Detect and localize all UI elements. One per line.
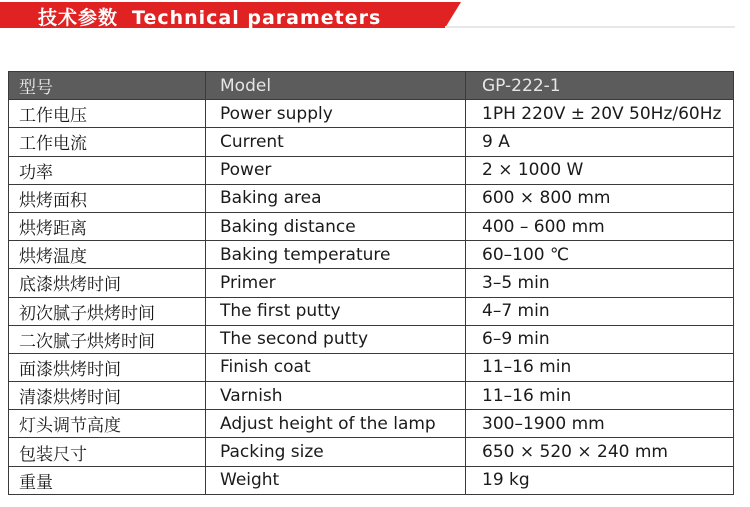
cell-value: 60–100 ℃ <box>466 241 734 269</box>
cell-en: Primer <box>206 269 466 297</box>
cell-value: 4–7 min <box>466 297 734 325</box>
cell-value: 2 × 1000 W <box>466 156 734 184</box>
cell-cn: 清漆烘烤时间 <box>9 382 206 410</box>
cell-cn: 烘烤面积 <box>9 184 206 212</box>
banner-divider <box>445 26 735 28</box>
cell-en: Baking temperature <box>206 241 466 269</box>
table-header-row <box>9 72 734 100</box>
table-row <box>9 297 734 325</box>
table-row <box>9 438 734 466</box>
table-row <box>9 184 734 212</box>
cell-en: Varnish <box>206 382 466 410</box>
cell-en: Current <box>206 128 466 156</box>
table-row <box>9 410 734 438</box>
cell-en: Finish coat <box>206 353 466 381</box>
table-row <box>9 128 734 156</box>
cell-en: Baking distance <box>206 212 466 240</box>
table-row <box>9 353 734 381</box>
section-title-en: Technical parameters <box>132 7 382 29</box>
cell-cn: 包装尺寸 <box>9 438 206 466</box>
table-row <box>9 100 734 128</box>
cell-en: Packing size <box>206 438 466 466</box>
cell-value: 11–16 min <box>466 353 734 381</box>
cell-value: 400 – 600 mm <box>466 212 734 240</box>
table-row <box>9 241 734 269</box>
table-row <box>9 466 734 494</box>
cell-en: Weight <box>206 466 466 494</box>
cell-value: 1PH 220V ± 20V 50Hz/60Hz <box>466 100 734 128</box>
table-row <box>9 382 734 410</box>
cell-cn: 烘烤温度 <box>9 241 206 269</box>
cell-value: 19 kg <box>466 466 734 494</box>
table-row <box>9 269 734 297</box>
section-title-cn: 技术参数 <box>38 7 119 29</box>
section-title <box>38 3 381 30</box>
cell-en: Power <box>206 156 466 184</box>
cell-cn: 工作电压 <box>9 100 206 128</box>
table-row <box>9 156 734 184</box>
cell-en: Baking area <box>206 184 466 212</box>
header-cn: 型号 <box>9 72 206 100</box>
header-en: Model <box>206 72 466 100</box>
cell-value: 650 × 520 × 240 mm <box>466 438 734 466</box>
cell-cn: 重量 <box>9 466 206 494</box>
cell-en: Power supply <box>206 100 466 128</box>
cell-en: The first putty <box>206 297 466 325</box>
table-row <box>9 212 734 240</box>
cell-cn: 工作电流 <box>9 128 206 156</box>
section-banner <box>0 0 750 36</box>
cell-value: 3–5 min <box>466 269 734 297</box>
cell-value: 9 A <box>466 128 734 156</box>
cell-cn: 面漆烘烤时间 <box>9 353 206 381</box>
header-model-value: GP-222-1 <box>466 72 734 100</box>
table-row <box>9 325 734 353</box>
cell-value: 300–1900 mm <box>466 410 734 438</box>
cell-en: The second putty <box>206 325 466 353</box>
cell-cn: 烘烤距离 <box>9 212 206 240</box>
cell-en: Adjust height of the lamp <box>206 410 466 438</box>
cell-cn: 功率 <box>9 156 206 184</box>
cell-value: 11–16 min <box>466 382 734 410</box>
parameters-table <box>8 71 734 495</box>
cell-cn: 灯头调节高度 <box>9 410 206 438</box>
cell-value: 600 × 800 mm <box>466 184 734 212</box>
cell-value: 6–9 min <box>466 325 734 353</box>
cell-cn: 初次腻子烘烤时间 <box>9 297 206 325</box>
cell-cn: 底漆烘烤时间 <box>9 269 206 297</box>
cell-cn: 二次腻子烘烤时间 <box>9 325 206 353</box>
